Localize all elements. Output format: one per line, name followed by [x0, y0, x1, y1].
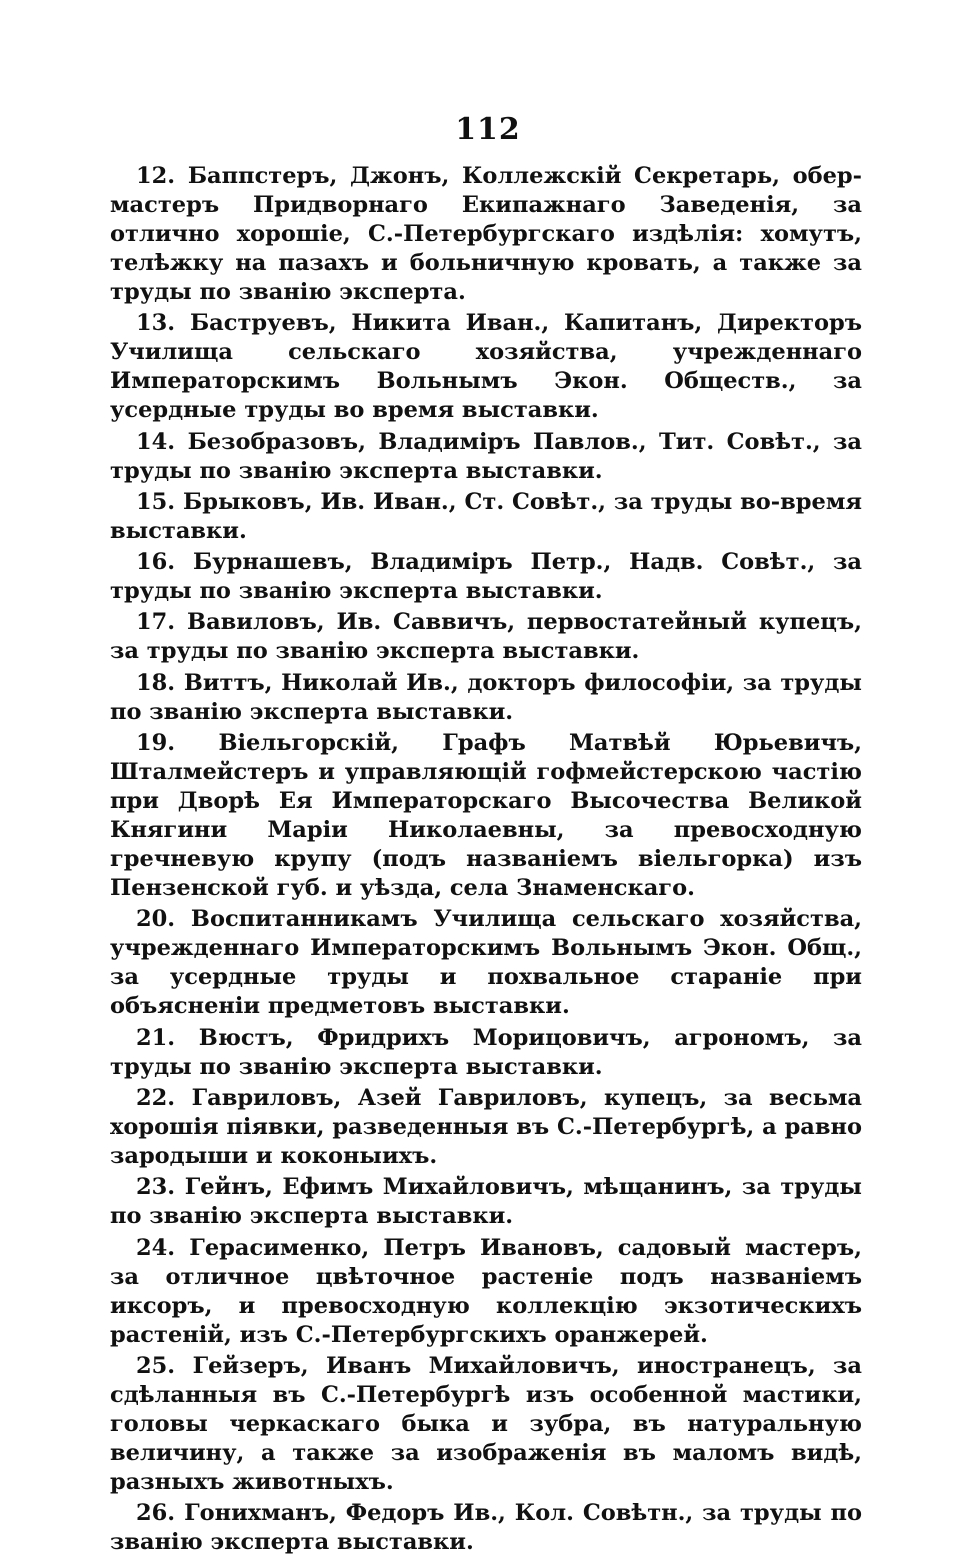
list-item [110, 1024, 862, 1082]
entry-text: Віельгорскій, Графъ Матвѣй Юрьевичъ, Шталмейстеръ и управляющій гофмейстерскою частію при Дворѣ Ея Императорскаго Высочества Великой Княгини Маріи Николаевны, за превосходную гречневую крупу (подъ названіемъ віельгорка) изъ Пензенской губ. и уѣзда, села Знаменскаго. [110, 730, 862, 902]
page-number: 112 [455, 112, 521, 147]
list-item [110, 548, 862, 606]
list-item [110, 162, 862, 307]
entry-text: Виттъ, Николай Ив., докторъ философіи, за труды по званію эксперта выставки. [110, 669, 862, 725]
list-item [110, 309, 862, 425]
entry-text: Гейнъ, Ефимъ Михайловичъ, мѣщанинъ, за труды по званію эксперта выставки. [110, 1174, 862, 1230]
entry-number: 21. [136, 1024, 176, 1051]
entry-number: 14. [136, 428, 176, 455]
entry-number: 23. [136, 1174, 176, 1201]
list-item [110, 669, 862, 727]
entry-text: Гонихманъ, Федоръ Ив., Кол. Совѣтн., за труды по званію эксперта выставки. [110, 1500, 862, 1556]
list-item [110, 1084, 862, 1171]
entry-text: Баструевъ, Никита Иван., Капитанъ, Директоръ Училища сельскаго хозяйства, учрежденнаго Императорскимъ Вольнымъ Экон. Обществ., за усердные труды во время выставки. [110, 310, 862, 424]
entry-text: Бурнашевъ, Владиміръ Петр., Надв. Совѣт., за труды по званію эксперта выставки. [110, 549, 862, 605]
entry-number: 26. [136, 1500, 176, 1527]
list-item [110, 1173, 862, 1231]
entry-text: Баппстеръ, Джонъ, Коллежскій Секретарь, обер-мастеръ Придворнаго Екипажнаго Заведенія, за отлично хорошіе, С.-Петербургскаго издѣлія: хомутъ, телѣжку на пазахъ и больничную кровать, а также за труды по званію эксперта. [110, 163, 862, 305]
list-item [110, 1499, 862, 1557]
entry-number: 24. [136, 1234, 176, 1261]
entry-number: 16. [136, 549, 176, 576]
entry-text: Герасименко, Петръ Ивановъ, садовый мастеръ, за отличное цвѣточное растеніе подъ названіемъ иксоръ, и превосходную коллекцію экзотическихъ растеній, изъ С.-Петербургскихъ оранжерей. [110, 1234, 862, 1348]
list-item [110, 1234, 862, 1350]
entry-number: 19. [136, 730, 176, 757]
entry-number: 25. [136, 1352, 176, 1379]
entry-number: 20. [136, 906, 176, 933]
entry-text: Вавиловъ, Ив. Саввичъ, первостатейный купецъ, за труды по званію эксперта выставки. [110, 609, 862, 665]
entry-text: Вюстъ, Фридрихъ Морицовичъ, агрономъ, за труды по званію эксперта выставки. [110, 1024, 862, 1080]
list-item [110, 905, 862, 1021]
list-item [110, 608, 862, 666]
entry-number: 18. [136, 669, 176, 696]
entry-number: 12. [136, 163, 176, 189]
entry-number: 15. [136, 488, 176, 515]
entry-number: 22. [136, 1084, 176, 1111]
list-item [110, 428, 862, 486]
entry-text: Воспитанникамъ Училища сельскаго хозяйства, учрежденнаго Императорскимъ Вольнымъ Экон. Общ., за усердные труды и похвальное стараніе при объясненіи предметовъ выставки. [110, 906, 862, 1020]
list-item [110, 488, 862, 546]
entry-number: 13. [136, 310, 176, 337]
list-item [110, 1352, 862, 1497]
entry-number: 17. [136, 609, 176, 636]
entry-text: Гейзеръ, Иванъ Михайловичъ, иностранецъ, за сдѣланныя въ С.-Петербургѣ изъ особенной мастики, головы черкаскаго быка и зубра, въ натуральную величину, а также за изображенія въ маломъ видѣ, разныхъ животныхъ. [110, 1352, 862, 1495]
entry-text: Брыковъ, Ив. Иван., Ст. Совѣт., за труды во-время выставки. [110, 488, 862, 544]
entry-text: Гавриловъ, Азей Гавриловъ, купецъ, за весьма хорошія піявки, разведенныя въ С.-Петербургѣ, а равно зародыши и коконыихъ. [110, 1084, 862, 1169]
entry-text: Безобразовъ, Владиміръ Павлов., Тит. Совѣт., за труды по званію эксперта выставки. [110, 428, 862, 484]
list-item [110, 729, 862, 903]
award-list [110, 162, 862, 1559]
